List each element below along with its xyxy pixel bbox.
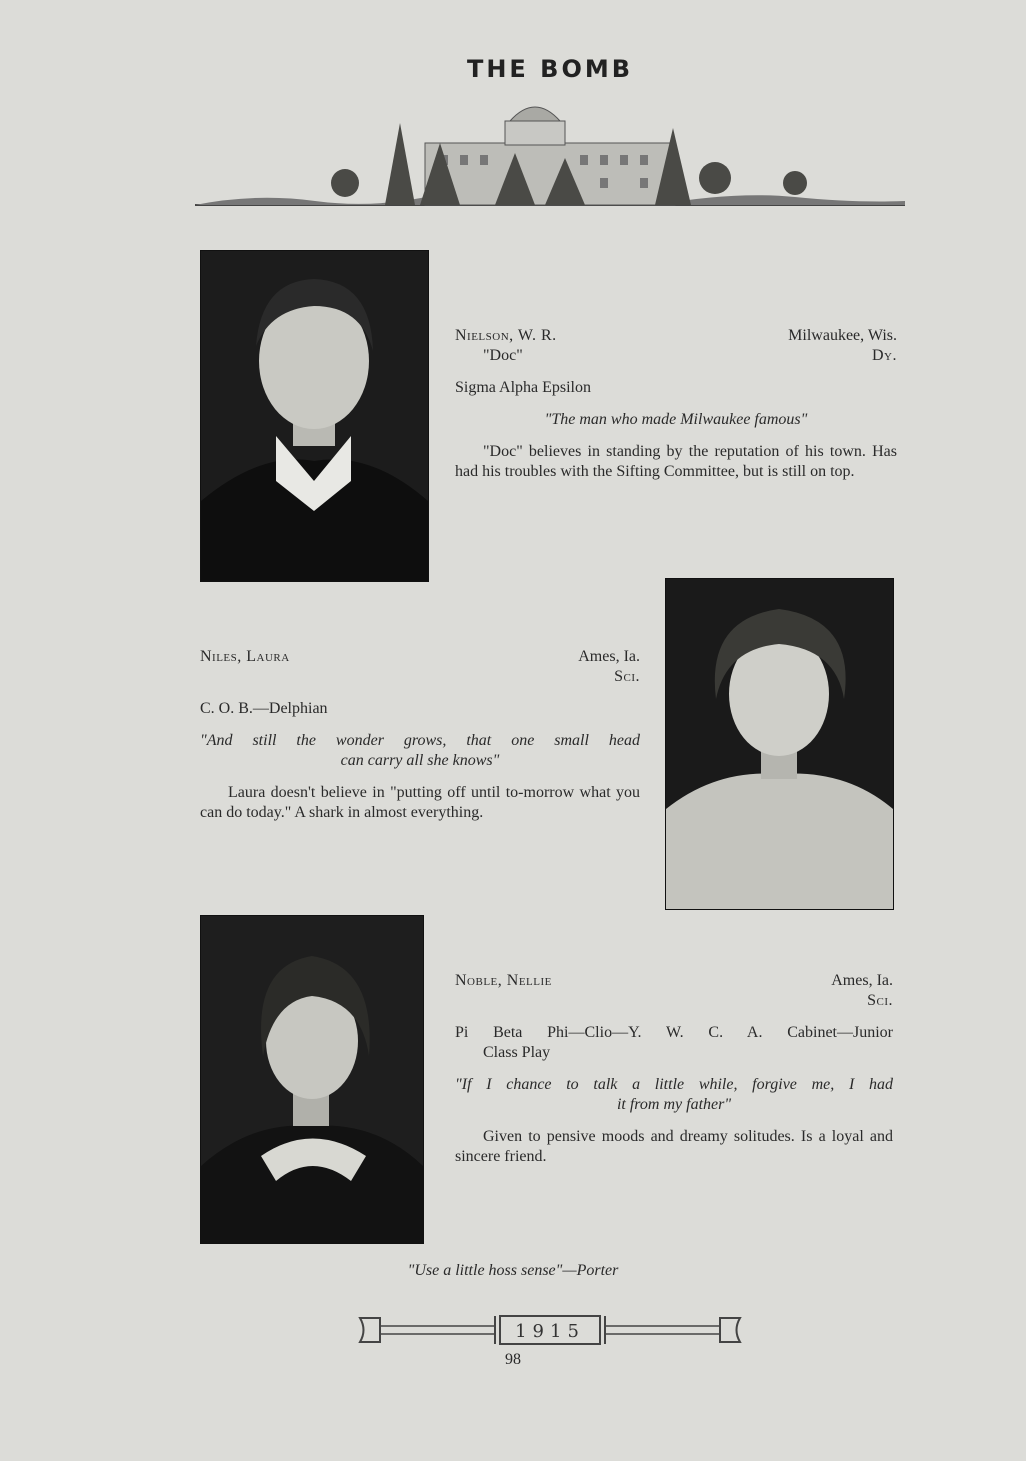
campus-illustration xyxy=(195,83,905,213)
portrait-man-image xyxy=(201,251,428,581)
entry-name: Noble, Nellie xyxy=(455,972,552,989)
entry-hometown: Ames, Ia. xyxy=(578,648,640,665)
entry-name: Niles, Laura xyxy=(200,648,290,665)
entry-nickname: "Doc" xyxy=(483,347,523,364)
entry-motto-line2: it from my father" xyxy=(616,1096,732,1113)
page-number: 98 xyxy=(505,1351,521,1368)
masthead-title: THE BOMB xyxy=(466,55,634,83)
entry-affiliation: C. O. B.—Delphian xyxy=(200,700,328,717)
entry-name: Nielson, W. R. xyxy=(455,327,557,344)
entry-motto: "The man who made Milwaukee famous" xyxy=(544,411,808,428)
portrait-nielson xyxy=(200,250,429,582)
masthead xyxy=(195,55,905,215)
entry-affiliation-line1: Pi Beta Phi—Clio—Y. W. C. A. Cabinet—Junior xyxy=(455,1024,893,1041)
entry-description: Given to pensive moods and dreamy solitudes. Is a loyal and sincere friend. xyxy=(455,1128,893,1165)
entry-division: Sci. xyxy=(614,668,640,685)
entry-niles xyxy=(200,647,640,823)
portrait-noble xyxy=(200,915,424,1244)
entry-hometown: Milwaukee, Wis. xyxy=(788,327,897,344)
year-ornament xyxy=(355,1312,745,1348)
entry-division: Dy. xyxy=(872,347,897,364)
entry-motto-line1: "And still the wonder grows, that one small head xyxy=(200,732,640,749)
portrait-woman-image xyxy=(666,579,893,909)
portrait-woman-image xyxy=(201,916,423,1243)
entry-description: Laura doesn't believe in "putting off until to-morrow what you can do today." A shark in almost everything. xyxy=(200,784,640,821)
footer-quote: "Use a little hoss sense"—Porter xyxy=(407,1262,619,1279)
entry-noble xyxy=(455,971,893,1167)
portrait-niles xyxy=(665,578,894,910)
entry-hometown: Ames, Ia. xyxy=(831,972,893,989)
entry-division: Sci. xyxy=(867,992,893,1009)
entry-affiliation: Sigma Alpha Epsilon xyxy=(455,379,591,396)
footer-year: 1915 xyxy=(515,1321,585,1342)
entry-description: "Doc" believes in standing by the reputation of his town. Has had his troubles with the Sifting Committee, but is still on top. xyxy=(455,443,897,480)
entry-nielson xyxy=(455,326,897,482)
entry-motto-line2: can carry all she knows" xyxy=(340,752,500,769)
entry-affiliation-line2: Class Play xyxy=(483,1044,551,1061)
entry-motto-line1: "If I chance to talk a little while, forgive me, I had xyxy=(455,1076,893,1093)
